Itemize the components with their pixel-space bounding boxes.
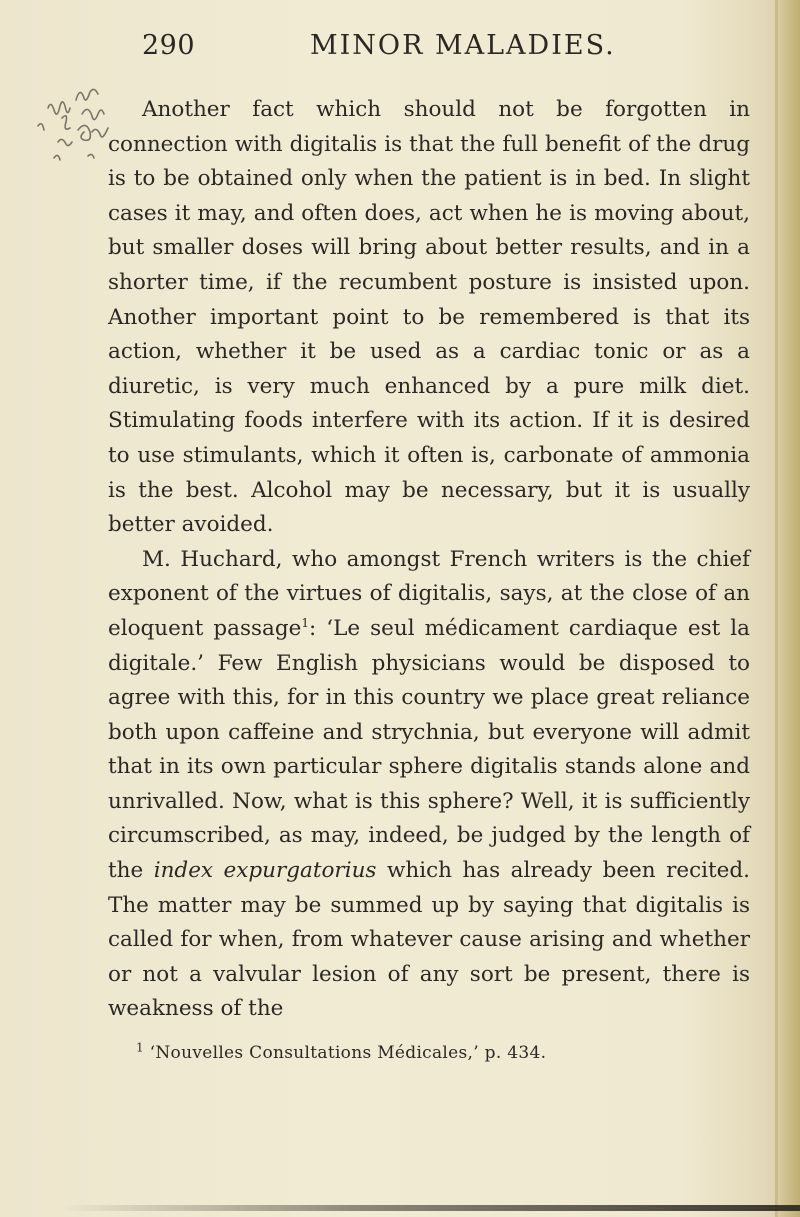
paragraph-1 [108,93,750,543]
footnote-text: ‘Nouvelles Consultations Médicales,’ p. 434. [149,1043,547,1063]
running-head: MINOR MALADIES. [310,30,616,61]
paragraph-2-text-middle: : ‘Le seul médicament cardiaque est la digitale.’ Few English physicians would be disposed to agree with this, for in this country we place great reliance both upon caffeine and strychnia, but everyone will admit that in its own particular sphere digitalis stands alone and unrivalled. Now, what is this sphere? Well, it is sufficiently circumscribed, as may, indeed, be judged by the length of the [108,615,750,884]
page-edge [778,0,800,1217]
paragraph-2 [108,543,750,1027]
page-bottom-shadow [60,1205,800,1211]
paragraph-2-text-start: M. Huchard, who amongst French writers is the chief exponent of the virtues of digitalis, says, at the close of an eloquent passage [108,546,750,641]
page-number: 290 [142,30,196,61]
paragraph-2-text-end: which has already been recited. The matter may be summed up by saying that digitalis is called for when, from whatever cause arising and whether or not a valvular lesion of any sort be present, there is weakness of the [108,858,750,1022]
page-edge-line [775,0,778,1217]
italic-phrase: index expurgatorius [153,858,377,884]
paragraph-1-text: Another fact which should not be forgotten in connection with digitalis is that the full benefit of the drug is to be obtained only when the patient is in bed. In slight cases it may, and often does, act when he is moving about, but smaller doses will bring about better results, and in a shorter time, if the recumbent posture is insisted upon. Another important point to be remembered is that its action, whether it be used as a cardiac tonic or as a diuretic, is very much enhanced by a pure milk diet. Stimulating foods interfere with its action. If it is desired to use stimulants, which it often is, carbonate of ammonia is the best. Alcohol may be necessary, but it is usually better avoided. [108,97,750,538]
footnote [136,1040,547,1063]
footnote-reference: 1 [301,615,309,630]
body-text [108,93,750,1027]
page-header [0,30,800,70]
footnote-marker: 1 [136,1040,144,1055]
